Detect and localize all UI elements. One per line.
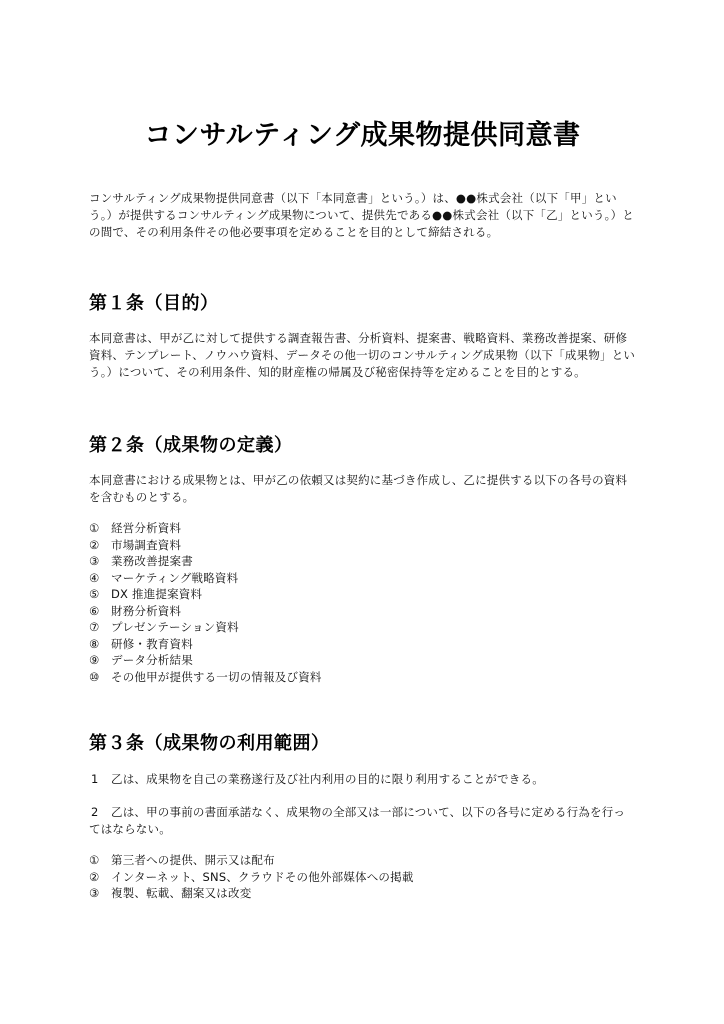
list-item [89, 652, 636, 669]
list-item-text: DX 推進提案資料 [111, 587, 203, 601]
list-item-marker: ⑦ [89, 620, 100, 634]
article-1-heading: 第１条（目的） [89, 293, 219, 314]
list-item-marker: ③ [89, 554, 100, 568]
article-3-clause-1 [89, 771, 636, 788]
list-item-text: 業務改善提案書 [111, 554, 193, 568]
list-item [89, 619, 636, 636]
clause-number: 2 [91, 805, 99, 819]
list-item-text: マーケティング戦略資料 [111, 570, 239, 585]
list-item-text: データ分析結果 [111, 653, 193, 667]
article-2-heading: 第２条（成果物の定義） [89, 435, 293, 456]
list-item [89, 852, 636, 869]
list-item [89, 869, 636, 886]
document-title: コンサルティング成果物提供同意書 [144, 120, 581, 151]
list-item-text: 第三者への提供、開示又は配布 [111, 853, 275, 867]
list-item-marker: ④ [89, 570, 100, 585]
list-item [89, 885, 636, 902]
article-3-heading: 第３条（成果物の利用範囲） [89, 733, 330, 754]
list-item-marker: ③ [89, 886, 100, 900]
list-item-marker: ② [89, 537, 100, 552]
clause-text: 乙は、成果物を自己の業務遂行及び社内利用の目的に限り利用することができる。 [111, 772, 544, 786]
list-item-text: 経営分析資料 [111, 521, 182, 535]
list-item-text: その他甲が提供する一切の情報及び資料 [111, 669, 322, 684]
list-item-marker: ⑧ [89, 636, 100, 651]
list-item-marker: ① [89, 521, 100, 535]
list-item-marker: ② [89, 869, 100, 884]
article-3-item-list [89, 852, 636, 902]
list-item-marker: ⑨ [89, 653, 100, 667]
clause-number: 1 [91, 772, 99, 786]
list-item [89, 537, 636, 554]
list-item [89, 520, 636, 537]
list-item-text: 研修・教育資料 [111, 636, 193, 651]
clause-text: 乙は、甲の事前の書面承諾なく、成果物の全部又は一部について、以下の各号に定める行為を行ってはならない。 [89, 805, 626, 836]
list-item-marker: ⑥ [89, 603, 100, 618]
list-item-marker: ① [89, 853, 100, 867]
list-item [89, 553, 636, 570]
list-item-text: 市場調査資料 [111, 537, 182, 552]
list-item-marker: ⑩ [89, 669, 100, 684]
list-item-text: 財務分析資料 [111, 603, 182, 618]
list-item-text: インターネット、SNS、クラウドその他外部媒体への掲載 [111, 869, 414, 884]
list-item-marker: ⑤ [89, 587, 100, 601]
list-item [89, 570, 636, 587]
article-2-body: 本同意書における成果物とは、甲が乙の依頼又は契約に基づき作成し、乙に提供する以下の各号の資料を含むものとする。 [89, 473, 628, 504]
intro-paragraph: コンサルティング成果物提供同意書（以下「本同意書」という。）は、●●株式会社（以下「甲」という。）が提供するコンサルティング成果物について、提供先である●●株式会社（以下「乙」という。）との間で、その利用条件その他必要事項を定めることを目的として締結される。 [89, 191, 634, 239]
list-item-text: 複製、転載、翻案又は改変 [111, 886, 252, 900]
list-item [89, 603, 636, 620]
article-1-body: 本同意書は、甲が乙に対して提供する調査報告書、分析資料、提案書、戦略資料、業務改善提案、研修資料、テンプレート、ノウハウ資料、データその他一切のコンサルティング成果物（以下「成果物」という。）について、その利用条件、知的財産権の帰属及び秘密保持等を定めることを目的とする。 [89, 331, 636, 379]
list-item [89, 586, 636, 603]
list-item [89, 636, 636, 653]
list-item [89, 669, 636, 686]
article-2-item-list [89, 520, 636, 685]
list-item-text: プレゼンテーション資料 [111, 620, 239, 634]
article-3-clause-2 [89, 804, 636, 838]
